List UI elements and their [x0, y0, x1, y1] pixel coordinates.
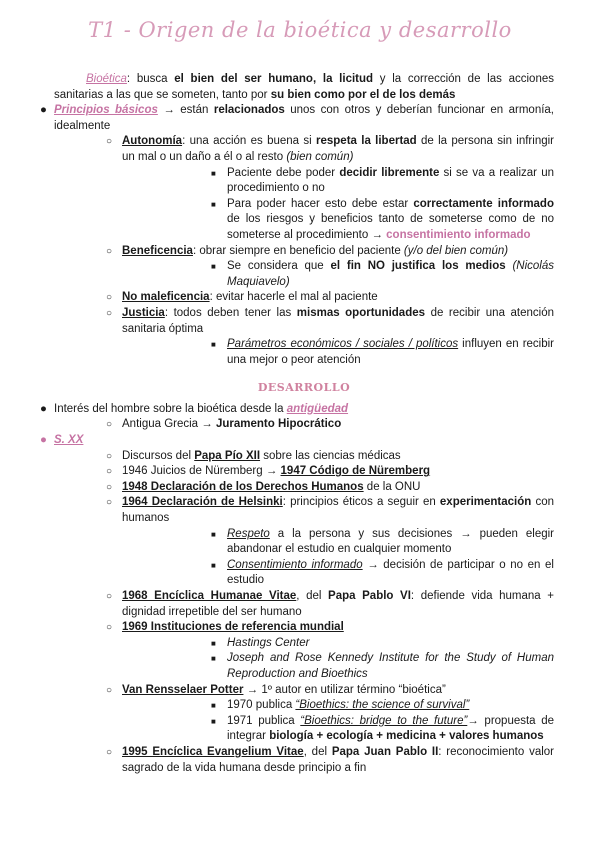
square-bullet-icon: ■ [211, 340, 216, 350]
circle-bullet-icon: ○ [106, 497, 113, 509]
list-item: ○ 1968 Encíclica Humanae Vitae, del Papa Pablo VI: defiende vida humana + dignidad irrepetible del ser humano [106, 590, 555, 618]
document-body [40, 72, 555, 776]
list-item: ○ 1964 Declaración de Helsinki: principios éticos a seguir en experimentación con humanos ■ Respeto a la persona y sus decisiones → pueden elegir abandonar el estudio en cualquier momento ■ Consentimiento informado → decisión de participar o no en el estudio [122, 495, 554, 589]
circle-bullet-icon: ○ [106, 307, 113, 319]
circle-bullet-icon: ○ [106, 591, 113, 602]
page-title: T1 - Origen de la bioética y desarrollo [88, 18, 512, 42]
square-bullet-icon: ■ [211, 199, 216, 209]
bullet-icon: ● [40, 434, 47, 447]
square-bullet-icon: ■ [211, 701, 216, 711]
square-bullet-icon: ■ [211, 716, 216, 726]
section-heading-desarrollo: DESARROLLO [257, 381, 351, 395]
desarrollo-list [40, 402, 555, 776]
circle-bullet-icon: ○ [106, 746, 113, 758]
circle-bullet-icon: ○ [106, 622, 113, 634]
square-bullet-icon: ■ [211, 638, 216, 648]
principios-list [40, 103, 555, 368]
list-item: ■ Paciente debe poder decidir libremente si se va a realizar un procedimiento o no [211, 166, 554, 195]
bullet-icon: ● [40, 402, 47, 415]
list-item-principios: ● Principios básicos → están relacionados unos con otros y deberían funcionar en armonía, idealmente ○ Autonomía: una acción es buena si respeta la libertad de la persona sin infringir un mal o un daño a él o al resto (bien común) ■ Paciente debe poder decidir libremente si se va a realizar un procedimiento o no ■ Para poder hacer esto debe estar correctamente informado de los riesgos y beneficios tanto de someterse como de no someterse al procedimiento → consentimiento informado ○ Beneficencia: obrar siempre en beneficio del paciente (y/o del bien común) ■ Se considera que el fin NO justifica los medios (Nicolás Maquiavelo) ○ No maleficencia: evitar hacerle el mal al paciente ○ Justicia: todos deben tener las mismas oportunidades de recibir una atención sanitaria óptima ■ Parámetros económicos / sociales / políticos influyen en recibir una mejor o peor atención [54, 103, 554, 368]
circle-bullet-icon: ○ [106, 466, 113, 478]
intro-paragraph: Bioética: busca el bien del ser humano, la licitud y la corrección de las acciones sanitarias a las que se someten, tanto por su bien como por el de los demás [54, 73, 554, 101]
square-bullet-icon: ■ [211, 529, 216, 539]
circle-bullet-icon: ○ [106, 292, 113, 304]
list-item: ○ Van Rensselaer Potter → 1º autor en utilizar término “bioética” ■ 1970 publica “Bioethics: the science of survival” ■ 1971 publica “Bioethics: bridge to the future”→ propuesta de integrar biología + ecología + medicina + valores humanos [122, 683, 554, 745]
list-item: ■ Respeto a la persona y sus decisiones → pueden elegir abandonar el estudio en cualquier momento [211, 527, 554, 556]
list-item: ■ Consentimiento informado → decisión de participar o no en el estudio [211, 558, 554, 587]
term-bioetica: Bioética [86, 73, 127, 85]
circle-bullet-icon: ○ [106, 450, 113, 462]
list-item: ○ 1969 Instituciones de referencia mundial ■ Hastings Center ■ Joseph and Rose Kennedy Institute for the Study of Human Reproduction and Bioethics [122, 620, 554, 682]
circle-bullet-icon: ○ [106, 136, 113, 148]
list-item: ○ 1948 Declaración de los Derechos Humanos de la ONU [122, 480, 554, 496]
list-item: ■ Parámetros económicos / sociales / políticos influyen en recibir una mejor o peor atención [211, 338, 555, 366]
list-item: ○ 1995 Encíclica Evangelium Vitae, del Papa Juan Pablo II: reconocimiento valor sagrado de la vida humana desde principio a fin [106, 745, 554, 774]
list-item-no-maleficencia: ○ No maleficencia: evitar hacerle el mal al paciente [122, 290, 554, 306]
list-item: ○ Antigua Grecia → Juramento Hipocrático [122, 417, 554, 433]
list-item: ○ Discursos del Papa Pío XII sobre las ciencias médicas [122, 449, 554, 465]
list-item-antiguedad: ● Interés del hombre sobre la bioética desde la antigüedad ○ Antigua Grecia → Juramento Hipocrático [54, 402, 554, 433]
list-item: ■ Se considera que el fin NO justifica los medios (Nicolás Maquiavelo) [211, 260, 554, 288]
list-item-beneficencia: ○ Beneficencia: obrar siempre en beneficio del paciente (y/o del bien común) ■ Se considera que el fin NO justifica los medios (Nicolás Maquiavelo) [122, 244, 554, 291]
square-bullet-icon: ■ [211, 560, 216, 570]
list-item-justicia: ○ Justicia: todos deben tener las mismas oportunidades de recibir una atención sanitaria óptima ■ Parámetros económicos / sociales / políticos influyen en recibir una mejor o peor atención [122, 306, 554, 368]
circle-bullet-icon: ○ [106, 419, 113, 431]
list-item: ■ Para poder hacer esto debe estar correctamente informado de los riesgos y beneficios tanto de someterse como de no someterse al procedimiento → consentimiento informado [211, 197, 554, 241]
circle-bullet-icon: ○ [106, 245, 113, 257]
list-item: ■ 1970 publica “Bioethics: the science of survival” [227, 698, 554, 714]
list-item: ■ 1971 publica “Bioethics: bridge to the future”→ propuesta de integrar biología + ecología + medicina + valores humanos [211, 714, 554, 743]
square-bullet-icon: ■ [211, 168, 216, 178]
bullet-icon: ● [40, 104, 47, 117]
square-bullet-icon: ■ [211, 654, 216, 664]
list-item: ○ 1946 Juicios de Nüremberg → 1947 Código de Nüremberg [122, 464, 554, 480]
circle-bullet-icon: ○ [106, 481, 113, 493]
list-item-sxx: ● S. XX ○ Discursos del Papa Pío XII sobre las ciencias médicas ○ 1946 Juicios de Nüremberg → 1947 Código de Nüremberg ○ 1948 Declaración de los Derechos Humanos de la ONU ○ 1964 Declaración de Helsinki: principios éticos a seguir en experimentación con humanos ■ Respeto a la persona y sus decisiones → pueden elegir abandonar el estudio en cualquier momento ■ Consentimiento informado → decisión de participar o no en el estudio ○ 1968 Encíclica Humanae Vitae, del Papa Pablo VI: defiende vida humana + dignidad irrepetible del ser humano ○ 1969 Instituciones de referencia mundial ■ Hastings Center ■ Joseph and Rose Kennedy Institute for the Study of Human Reproduction and Bioethics ○ Van Rensselaer Potter → 1º autor en utilizar término “bioética” ■ 1970 publica “Bioethics: the science of survival” ■ 1971 publica “Bioethics: bridge to the future”→ propuesta de integrar biología + ecología + medicina + valores humanos ○ 1995 Encíclica Evangelium Vitae, del Papa Juan Pablo II: reconocimiento valor sagrado de la vida humana desde principio a fin [54, 433, 554, 776]
square-bullet-icon: ■ [211, 262, 216, 272]
list-item-autonomia: ○ Autonomía: una acción es buena si respeta la libertad de la persona sin infringir un mal o un daño a él o al resto (bien común) ■ Paciente debe poder decidir libremente si se va a realizar un procedimiento o no ■ Para poder hacer esto debe estar correctamente informado de los riesgos y beneficios tanto de someterse como de no someterse al procedimiento → consentimiento informado [122, 134, 554, 243]
list-item: ■ Hastings Center [227, 636, 554, 652]
circle-bullet-icon: ○ [106, 684, 113, 696]
list-item: ■ Joseph and Rose Kennedy Institute for the Study of Human Reproduction and Bioethics [211, 652, 554, 680]
